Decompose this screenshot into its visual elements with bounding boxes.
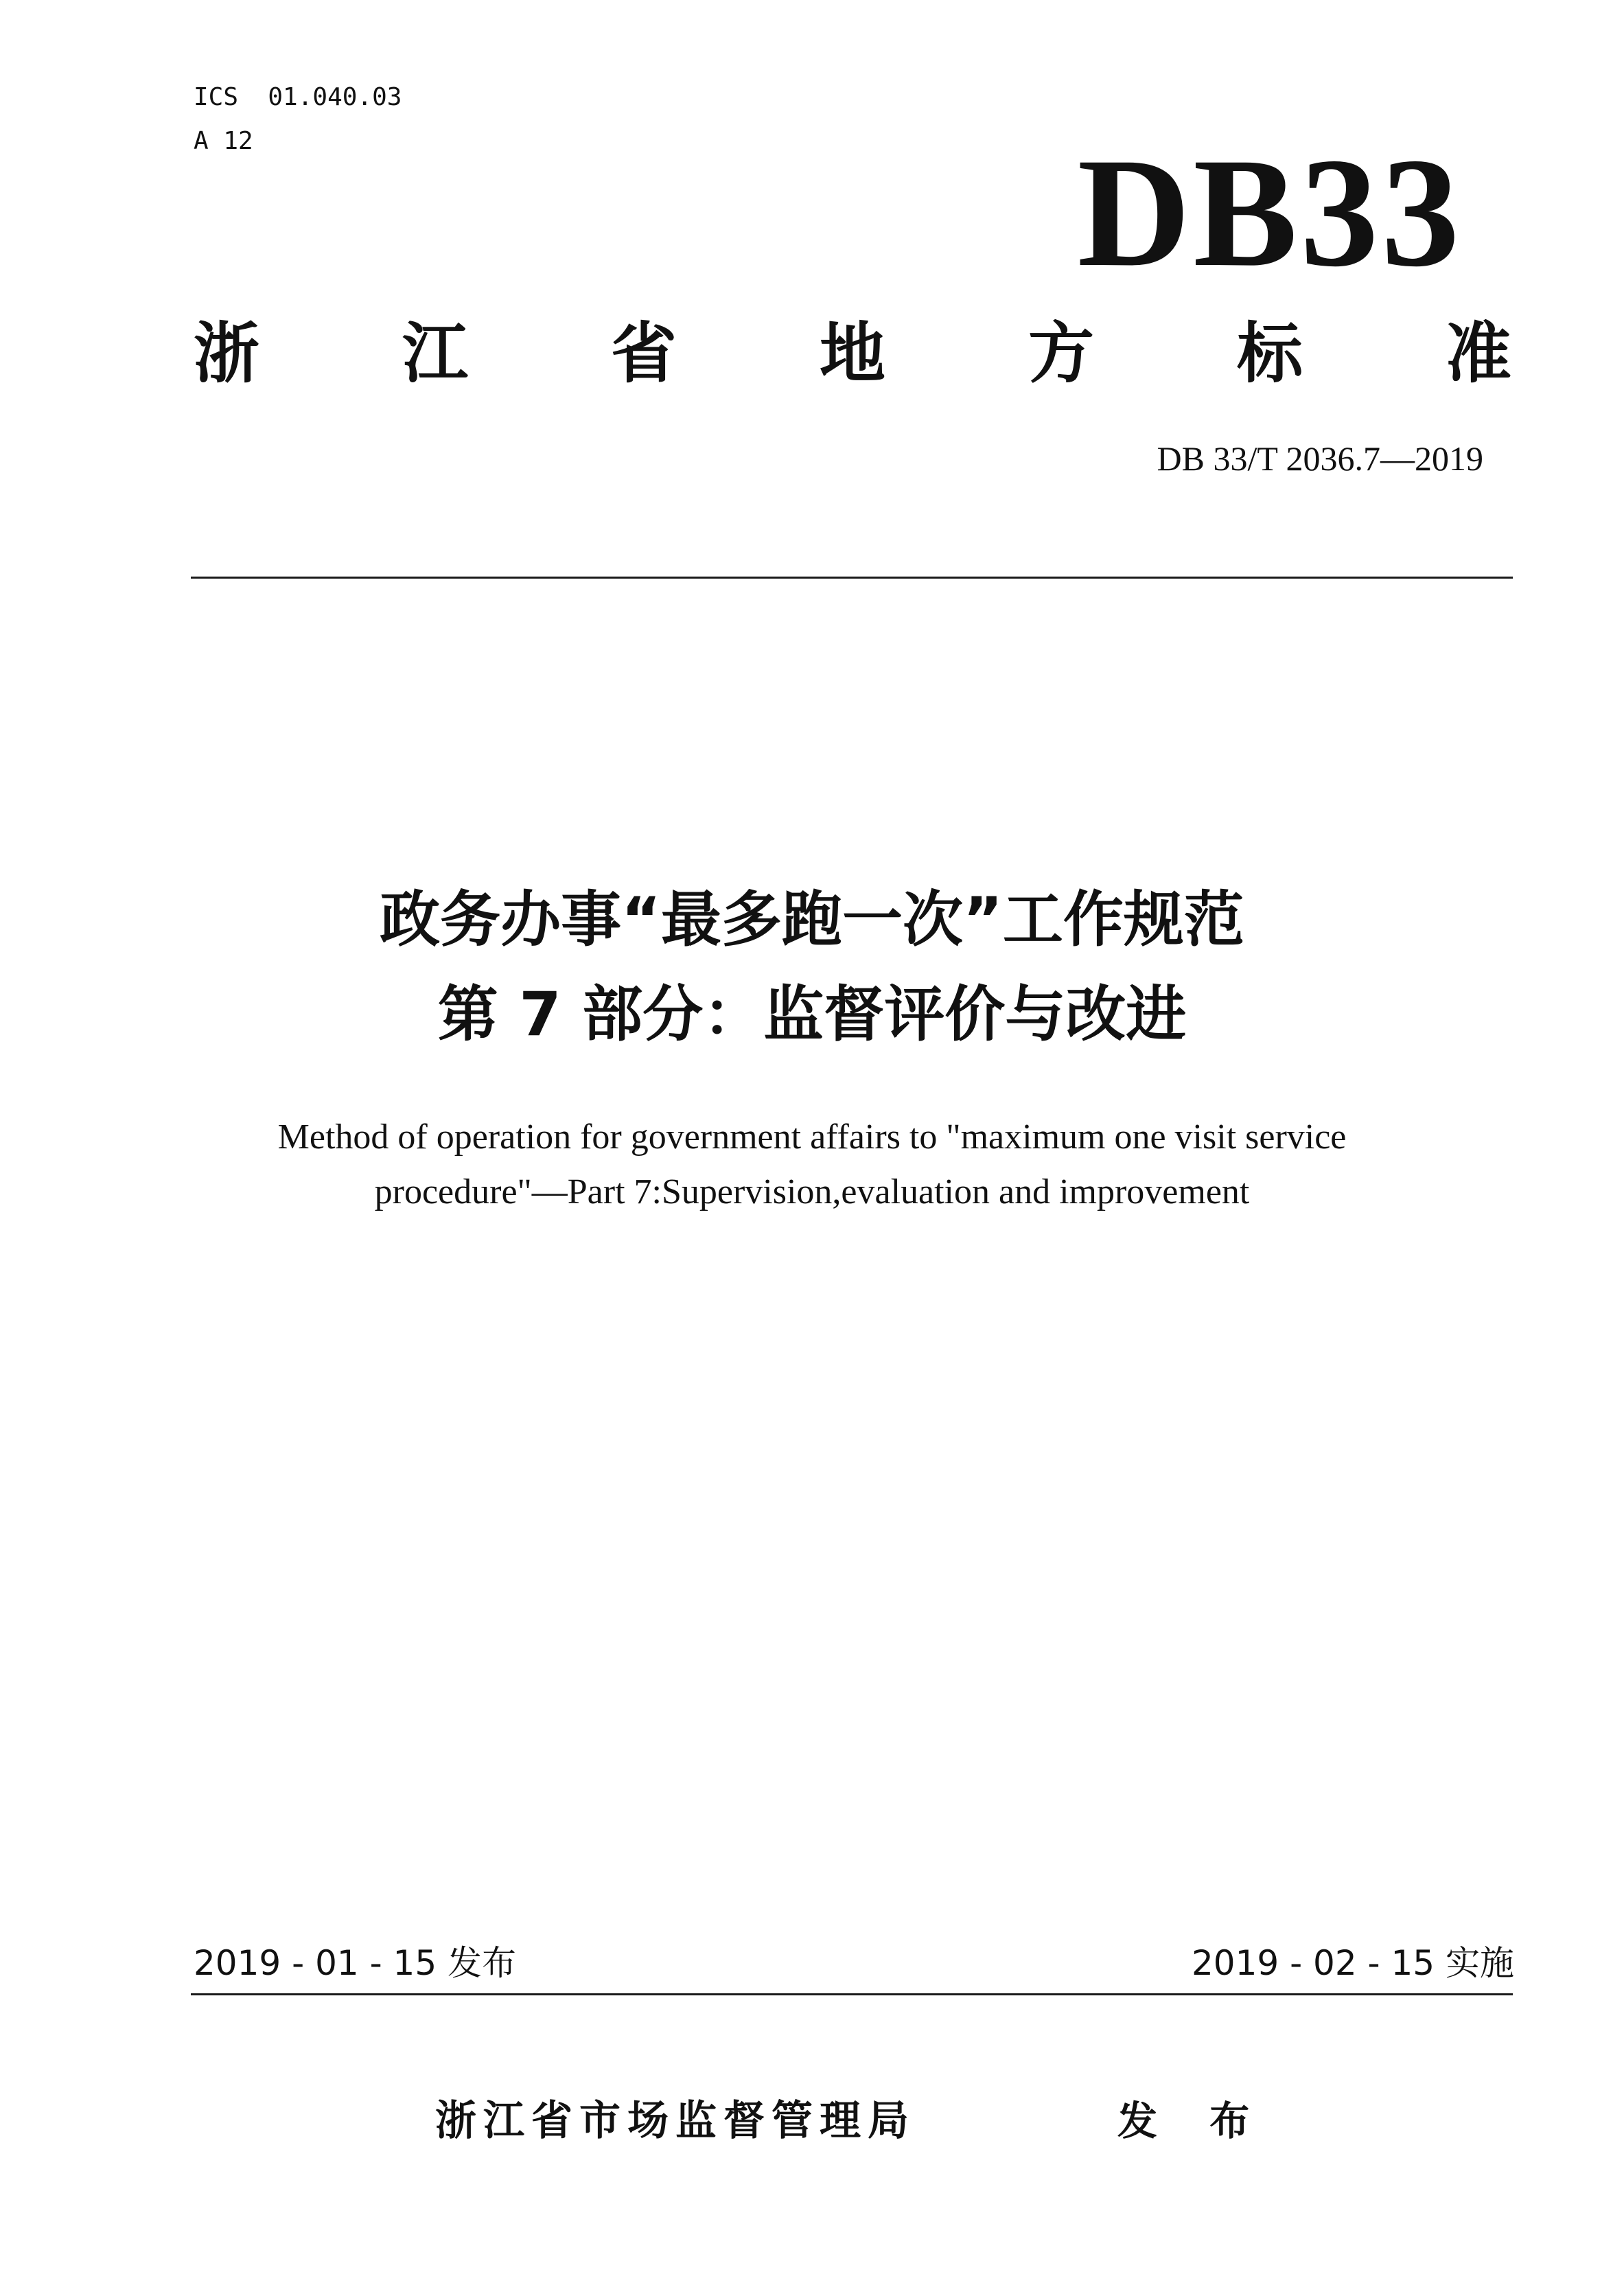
publisher-name: 浙江省市场监督管理局: [435, 2097, 916, 2145]
title-cn-line1: 政务办事“最多跑一次”工作规范: [380, 884, 1244, 955]
db-logo: DB33: [1077, 126, 1463, 299]
header-divider: [191, 577, 1513, 579]
implement-date: 2019 - 02 - 15 实施: [1191, 1943, 1514, 1983]
publish-label: 发 布: [1117, 2098, 1269, 2144]
issue-date: 2019 - 01 - 15 发布: [194, 1943, 517, 1983]
standard-type-char: 地: [820, 315, 885, 392]
ics-code: ICS 01.040.03: [194, 83, 402, 111]
standard-type-char: 省: [611, 315, 677, 392]
standard-type-char: 江: [402, 315, 468, 392]
standard-type-char: 浙: [194, 315, 259, 392]
standard-type-char: 方: [1028, 315, 1094, 392]
standard-type-heading: [194, 312, 1511, 395]
title-en-line2: procedure"—Part 7:Supervision,evaluation and improvement: [374, 1172, 1250, 1211]
title-cn-line2: 第 7 部分：监督评价与改进: [437, 979, 1187, 1050]
ccs-code: A 12: [194, 127, 253, 155]
standard-number: DB 33/T 2036.7—2019: [1157, 439, 1483, 478]
footer-divider: [191, 1993, 1513, 1995]
standard-type-char: 准: [1446, 315, 1511, 392]
title-en-line1: Method of operation for government affairs to "maximum one visit service: [277, 1117, 1347, 1157]
standard-type-char: 标: [1237, 315, 1303, 392]
